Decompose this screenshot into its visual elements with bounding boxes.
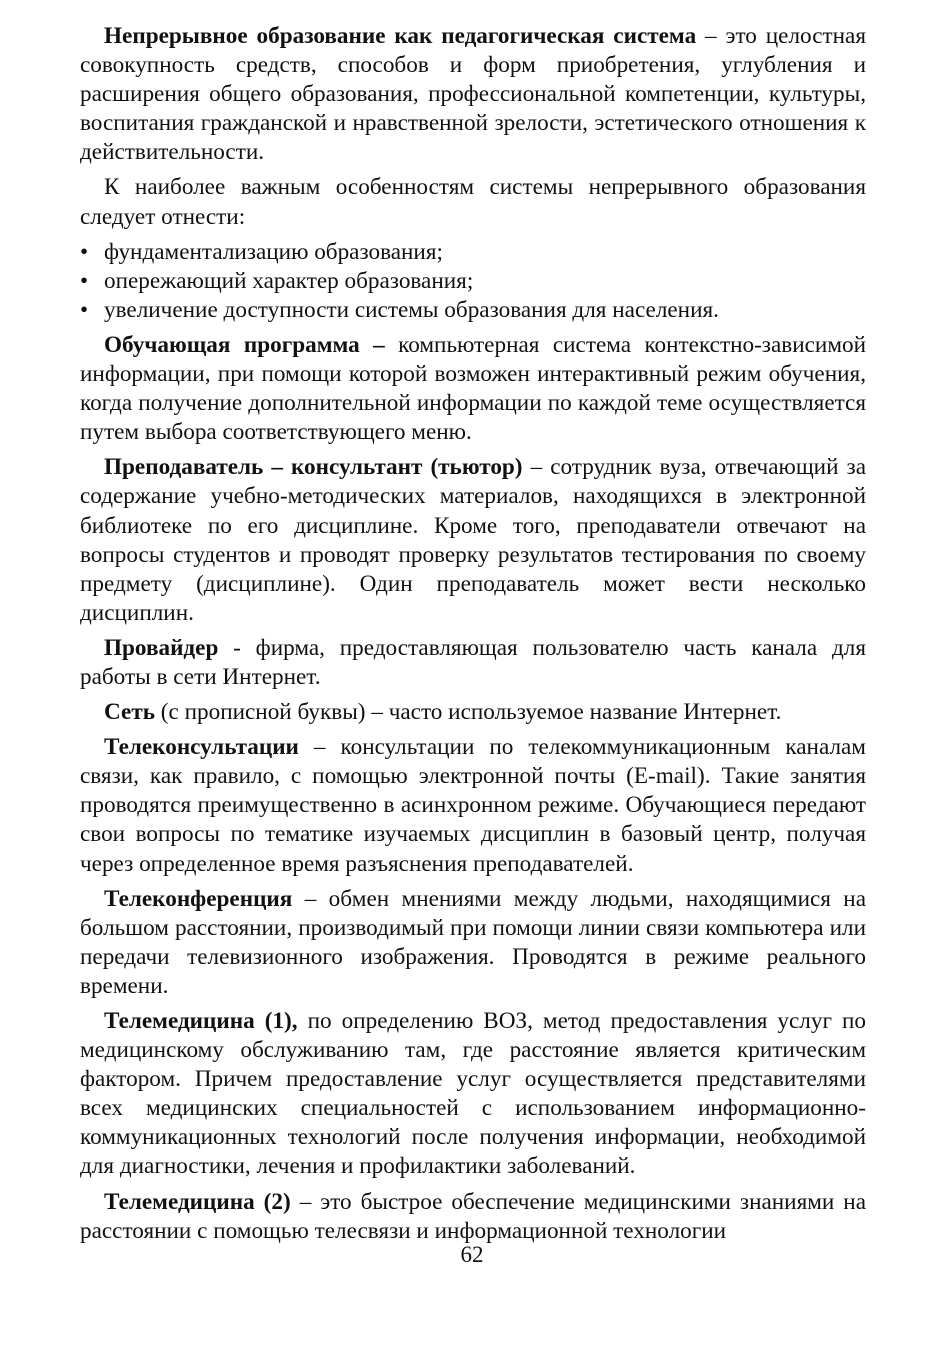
bullet-icon: • xyxy=(80,296,89,323)
features-list xyxy=(80,238,866,325)
definition-paragraph xyxy=(80,634,866,692)
definition-paragraph xyxy=(80,1007,866,1182)
definition-text: (с прописной буквы) – часто используемое название Интернет. xyxy=(154,699,782,726)
paragraph-continuous-education xyxy=(80,22,866,167)
definition-paragraph xyxy=(80,733,866,878)
definition-text: – обмен мнениями между людьми, находящимися на большом расстоянии, производимый при помощи линии связи компьютера или передачи телевизионного изображения. Проводятся в режиме реального времени. xyxy=(80,885,866,999)
term-teleconsultations: Телеконсультации xyxy=(104,734,299,761)
list-item-text: опережающий характер образования; xyxy=(104,267,474,294)
definition-text: - фирма, предоставляющая пользователю часть канала для работы в сети Интернет. xyxy=(80,634,866,690)
term-network: Сеть xyxy=(104,699,155,726)
page-body xyxy=(80,22,866,1252)
definition-text: – сотрудник вуза, отвечающий за содержание учебно-методических материалов, находящихся в электронной библиотеке по его дисциплине. Кроме того, преподаватели отвечают на вопросы студентов и проводят проверку результатов тестирования по своему предмету (дисциплине). Один преподаватель может вести несколько дисциплин. xyxy=(80,454,866,626)
term-telemedicine-2: Телемедицина (2) xyxy=(104,1188,291,1215)
term-provider: Провайдер xyxy=(104,634,219,661)
list-item-text: фундаментализацию образования; xyxy=(104,238,443,265)
definition-paragraph xyxy=(80,1188,866,1246)
list-item xyxy=(80,267,866,296)
features-intro-text: К наиболее важным особенностям системы непрерывного образования следует отнести: xyxy=(80,174,866,230)
term-teleconference: Телеконференция xyxy=(104,885,293,912)
page-number: 62 xyxy=(460,1242,484,1267)
definition-text: по определению ВОЗ, метод предоставления услуг по медицинскому обслуживанию там, где расстояние является критическим фактором. Причем предоставление услуг осуществляется представителями всех медицинских специальностей с использованием информационно-коммуникационных технологий после получения информации, необходимой для диагностики, лечения и профилактики заболеваний. xyxy=(80,1008,867,1180)
list-item xyxy=(80,296,866,325)
definition-text: – это быстрое обеспечение медицинскими знаниями на расстоянии с помощью телесвязи и информационной технологии xyxy=(80,1188,867,1244)
definition-paragraph xyxy=(80,453,866,628)
bullet-icon: • xyxy=(80,267,89,294)
definition-continuous-education: – это целостная совокупность средств, способов и форм приобретения, углубления и расширения общего образования, профессиональной компетенции, культуры, воспитания гражданской и нравственной зрелости, эстетического отношения к действительности. xyxy=(80,23,866,166)
term-telemedicine-1: Телемедицина (1), xyxy=(104,1008,298,1034)
term-tutor: Преподаватель – консультант (тьютор) xyxy=(104,454,523,481)
definition-paragraph xyxy=(80,885,866,1001)
definition-paragraph xyxy=(80,698,866,727)
definition-text: – консультации по телекоммуникационным каналам связи, как правило, с помощью электронной почты (E-mail). Такие занятия проводятся преимущественно в асинхронном режиме. Обучающиеся передают свои вопросы по тематике изучаемых дисциплин в базовый центр, получая через определенное время разъяснения преподавателей. xyxy=(80,734,866,877)
bullet-icon: • xyxy=(80,238,89,265)
definition-text: компьютерная система контекстно-зависимой информации, при помощи которой возможен интерактивный режим обучения, когда получение дополнительной информации по каждой теме осуществляется путем выбора соответствующего меню. xyxy=(80,331,866,446)
list-item xyxy=(80,238,866,267)
list-item-text: увеличение доступности системы образования для населения. xyxy=(104,296,719,323)
definition-paragraph xyxy=(80,331,866,447)
paragraph-features-intro xyxy=(80,173,866,231)
term-continuous-education: Непрерывное образование как педагогическая система xyxy=(104,23,697,49)
term-learning-program: Обучающая программа – xyxy=(104,331,385,358)
